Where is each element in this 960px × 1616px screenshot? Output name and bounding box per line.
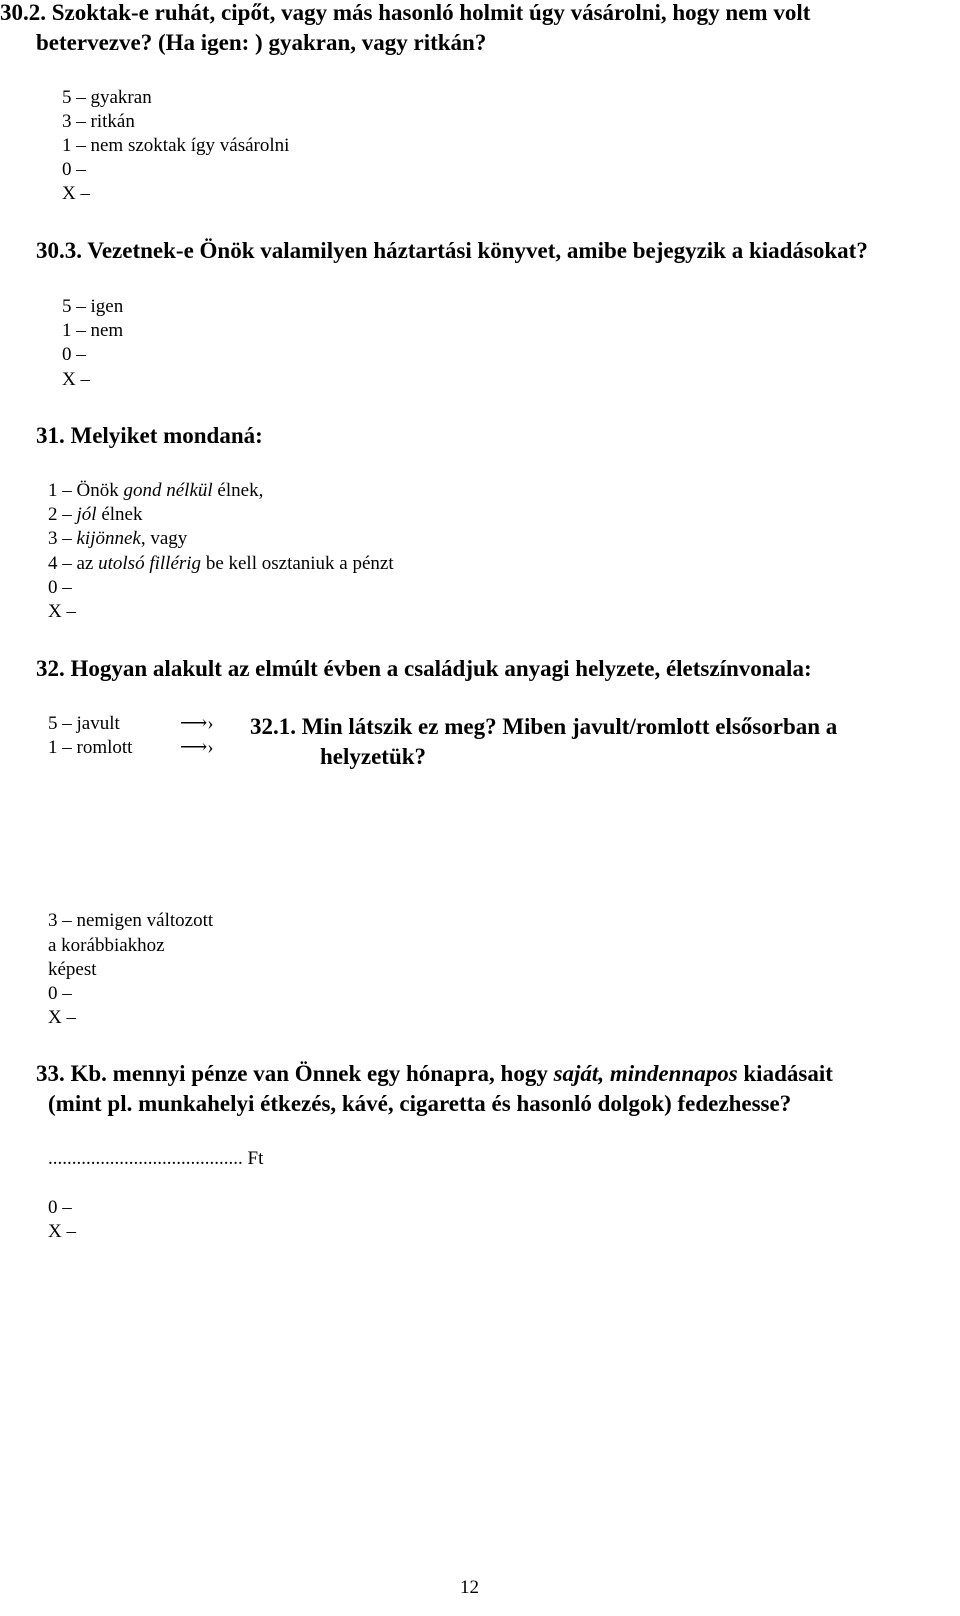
question-32 <box>36 654 812 684</box>
option: a korábbiakhoz <box>48 935 165 956</box>
option: 0 – <box>62 344 86 365</box>
option: 0 – <box>48 577 72 598</box>
subquestion-32-1-line2: helyzetük? <box>320 744 427 769</box>
question-number: 30.3. <box>36 238 82 263</box>
question-30-2-line1 <box>0 0 810 28</box>
option: 3 – ritkán <box>62 111 135 132</box>
question-33-line2: (mint pl. munkahelyi étkezés, kávé, cigaretta és hasonló dolgok) fedezhesse? <box>48 1091 792 1116</box>
question-text: Hogyan alakult az elmúlt évben a családjuk anyagi helyzete, életszínvonala: <box>70 656 812 681</box>
option-javult: 5 – javult <box>48 713 120 734</box>
option: 1 – Önök gond nélkül élnek, <box>48 480 264 501</box>
option: 1 – nem szoktak így vásárolni <box>62 135 290 156</box>
option: X – <box>62 183 90 204</box>
option: X – <box>48 601 76 622</box>
option: 5 – gyakran <box>62 87 152 108</box>
option: 5 – igen <box>62 296 124 317</box>
question-number: 32. <box>36 656 65 681</box>
option: 0 – <box>62 159 86 180</box>
question-text: Vezetnek-e Önök valamilyen háztartási könyvet, amibe bejegyzik a kiadásokat? <box>87 238 868 263</box>
option: 1 – nem <box>62 320 124 341</box>
option: 3 – nemigen változott <box>48 910 214 931</box>
question-text: Szoktak-e ruhát, cipőt, vagy más hasonló holmit úgy vásárolni, hogy nem volt <box>51 0 811 25</box>
option: 0 – <box>48 1197 72 1218</box>
option-romlott: 1 – romlott <box>48 737 133 758</box>
option: 4 – az utolsó fillérig be kell osztaniuk a pénzt <box>48 553 394 574</box>
arrow-icon: ⟶› <box>180 713 214 734</box>
question-33-line1: 33. Kb. mennyi pénze van Önnek egy hónapra, hogy saját, mindennapos kiadásait <box>36 1061 833 1086</box>
option: képest <box>48 959 97 980</box>
amount-blank-field[interactable]: ......................................... Ft <box>48 1148 264 1169</box>
question-number: 33. <box>36 1061 65 1086</box>
subquestion-32-1-line1: 32.1. Min látszik ez meg? Miben javult/romlott elsősorban a <box>250 714 838 739</box>
question-number: 31. <box>36 423 65 448</box>
page-number: 12 <box>460 1577 479 1598</box>
option: X – <box>48 1221 76 1242</box>
option: 0 – <box>48 983 72 1004</box>
arrow-icon: ⟶› <box>180 737 214 758</box>
question-number: 30.2. <box>0 0 46 25</box>
question-text: Melyiket mondaná: <box>70 423 263 448</box>
question-31 <box>36 421 263 451</box>
question-30-3 <box>36 236 868 266</box>
question-30-2-line2: betervezve? (Ha igen: ) gyakran, vagy ritkán? <box>36 30 487 55</box>
option: X – <box>62 369 90 390</box>
option: 3 – kijönnek, vagy <box>48 528 188 549</box>
option: X – <box>48 1007 76 1028</box>
option: 2 – jól élnek <box>48 504 143 525</box>
